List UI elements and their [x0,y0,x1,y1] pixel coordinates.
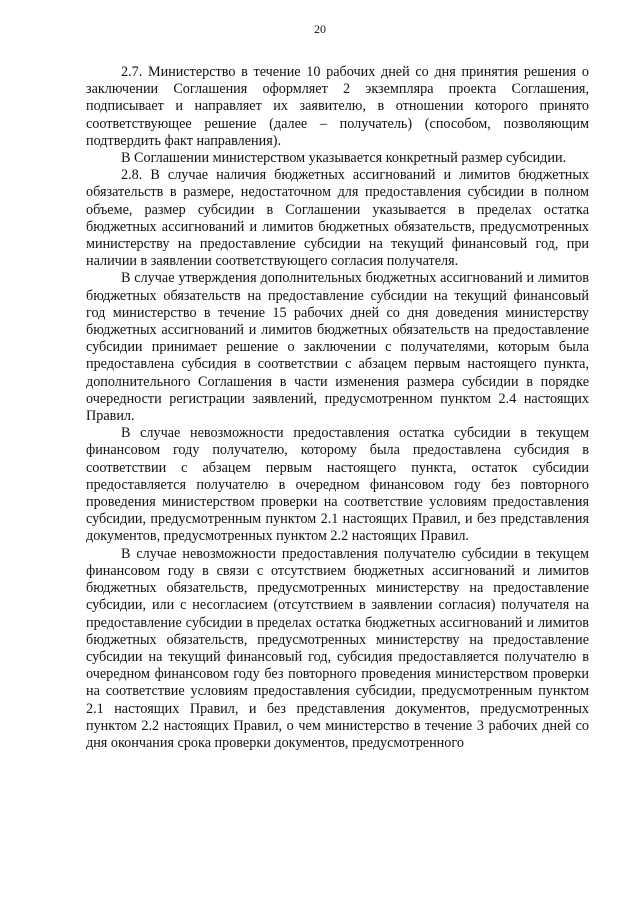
paragraph-subsidy-impossibility: В случае невозможности предоставления получателю субсидии в текущем финансовом году в связи с отсутствием бюджетных ассигнований и лимитов бюджетных обязательств, предусмотренных министерству на предоставление субсидии, или с несогласием (отсутствием в заявлении согласия) получателя на предоставление субсидии в пределах остатка бюджетных ассигнований и лимитов бюджетных обязательств, предусмотренных министерству на предоставление субсидии на текущий финансовый год, субсидия предоставляется получателю в очередном финансовом году без повторного проведения министерством проверки на соответствие условиям предоставления субсидии, предусмотренным пунктом 2.1 настоящих Правил, и без представления документов, предусмотренных пунктом 2.2 настоящих Правил, о чем министерство в течение 3 рабочих дней со дня окончания срока проверки документов, предусмотренного [86,545,589,751]
paragraph-subsidy-size: В Соглашении министерством указывается конкретный размер субсидии. [121,150,567,167]
paragraph-remaining-subsidy: В случае невозможности предоставления остатка субсидии в текущем финансовом году получателю, которому была предоставлена субсидия в соответствии с абзацем первым настоящего пункта, остаток субсидии предоставляется получателю в очередном финансовом году без повторного проведения министерством проверки на соответствие условиям предоставления субсидии, предусмотренным пунктом 2.1 настоящих Правил, и без представления документов, предусмотренных пунктом 2.2 настоящих Правил. [86,425,589,545]
paragraph-2-8: 2.8. В случае наличия бюджетных ассигнований и лимитов бюджетных обязательств в размере, недостаточном для предоставления субсидии в полном объеме, размер субсидии в Соглашении указывается в пределах остатка бюджетных ассигнований и лимитов бюджетных обязательств, предусмотренных министерству на предоставление субсидии на текущий финансовый год, при наличии в заявлении соответствующего согласия получателя. [86,167,589,270]
paragraph-additional-allocations: В случае утверждения дополнительных бюджетных ассигнований и лимитов бюджетных обязательств на предоставление субсидии на текущий финансовый год министерство в течение 15 рабочих дней со дня доведения министерству бюджетных ассигнований и лимитов бюджетных обязательств на предоставление субсидии принимает решение о заключении с получателями, которым была предоставлена субсидия в соответствии с абзацем первым настоящего пункта, дополнительного Соглашения в части изменения размера субсидии в порядке очередности регистрации заявлений, предусмотренном пунктом 2.4 настоящих Правил. [86,270,589,425]
paragraph-2-7: 2.7. Министерство в течение 10 рабочих дней со дня принятия решения о заключении Соглашения оформляет 2 экземпляра проекта Соглашения, подписывает и направляет их заявителю, в отношении которого принято соответствующее решение (далее – получатель) (способом, позволяющим подтвердить факт направления). [86,64,589,149]
document-body [86,64,589,752]
page-number: 20 [314,22,326,36]
